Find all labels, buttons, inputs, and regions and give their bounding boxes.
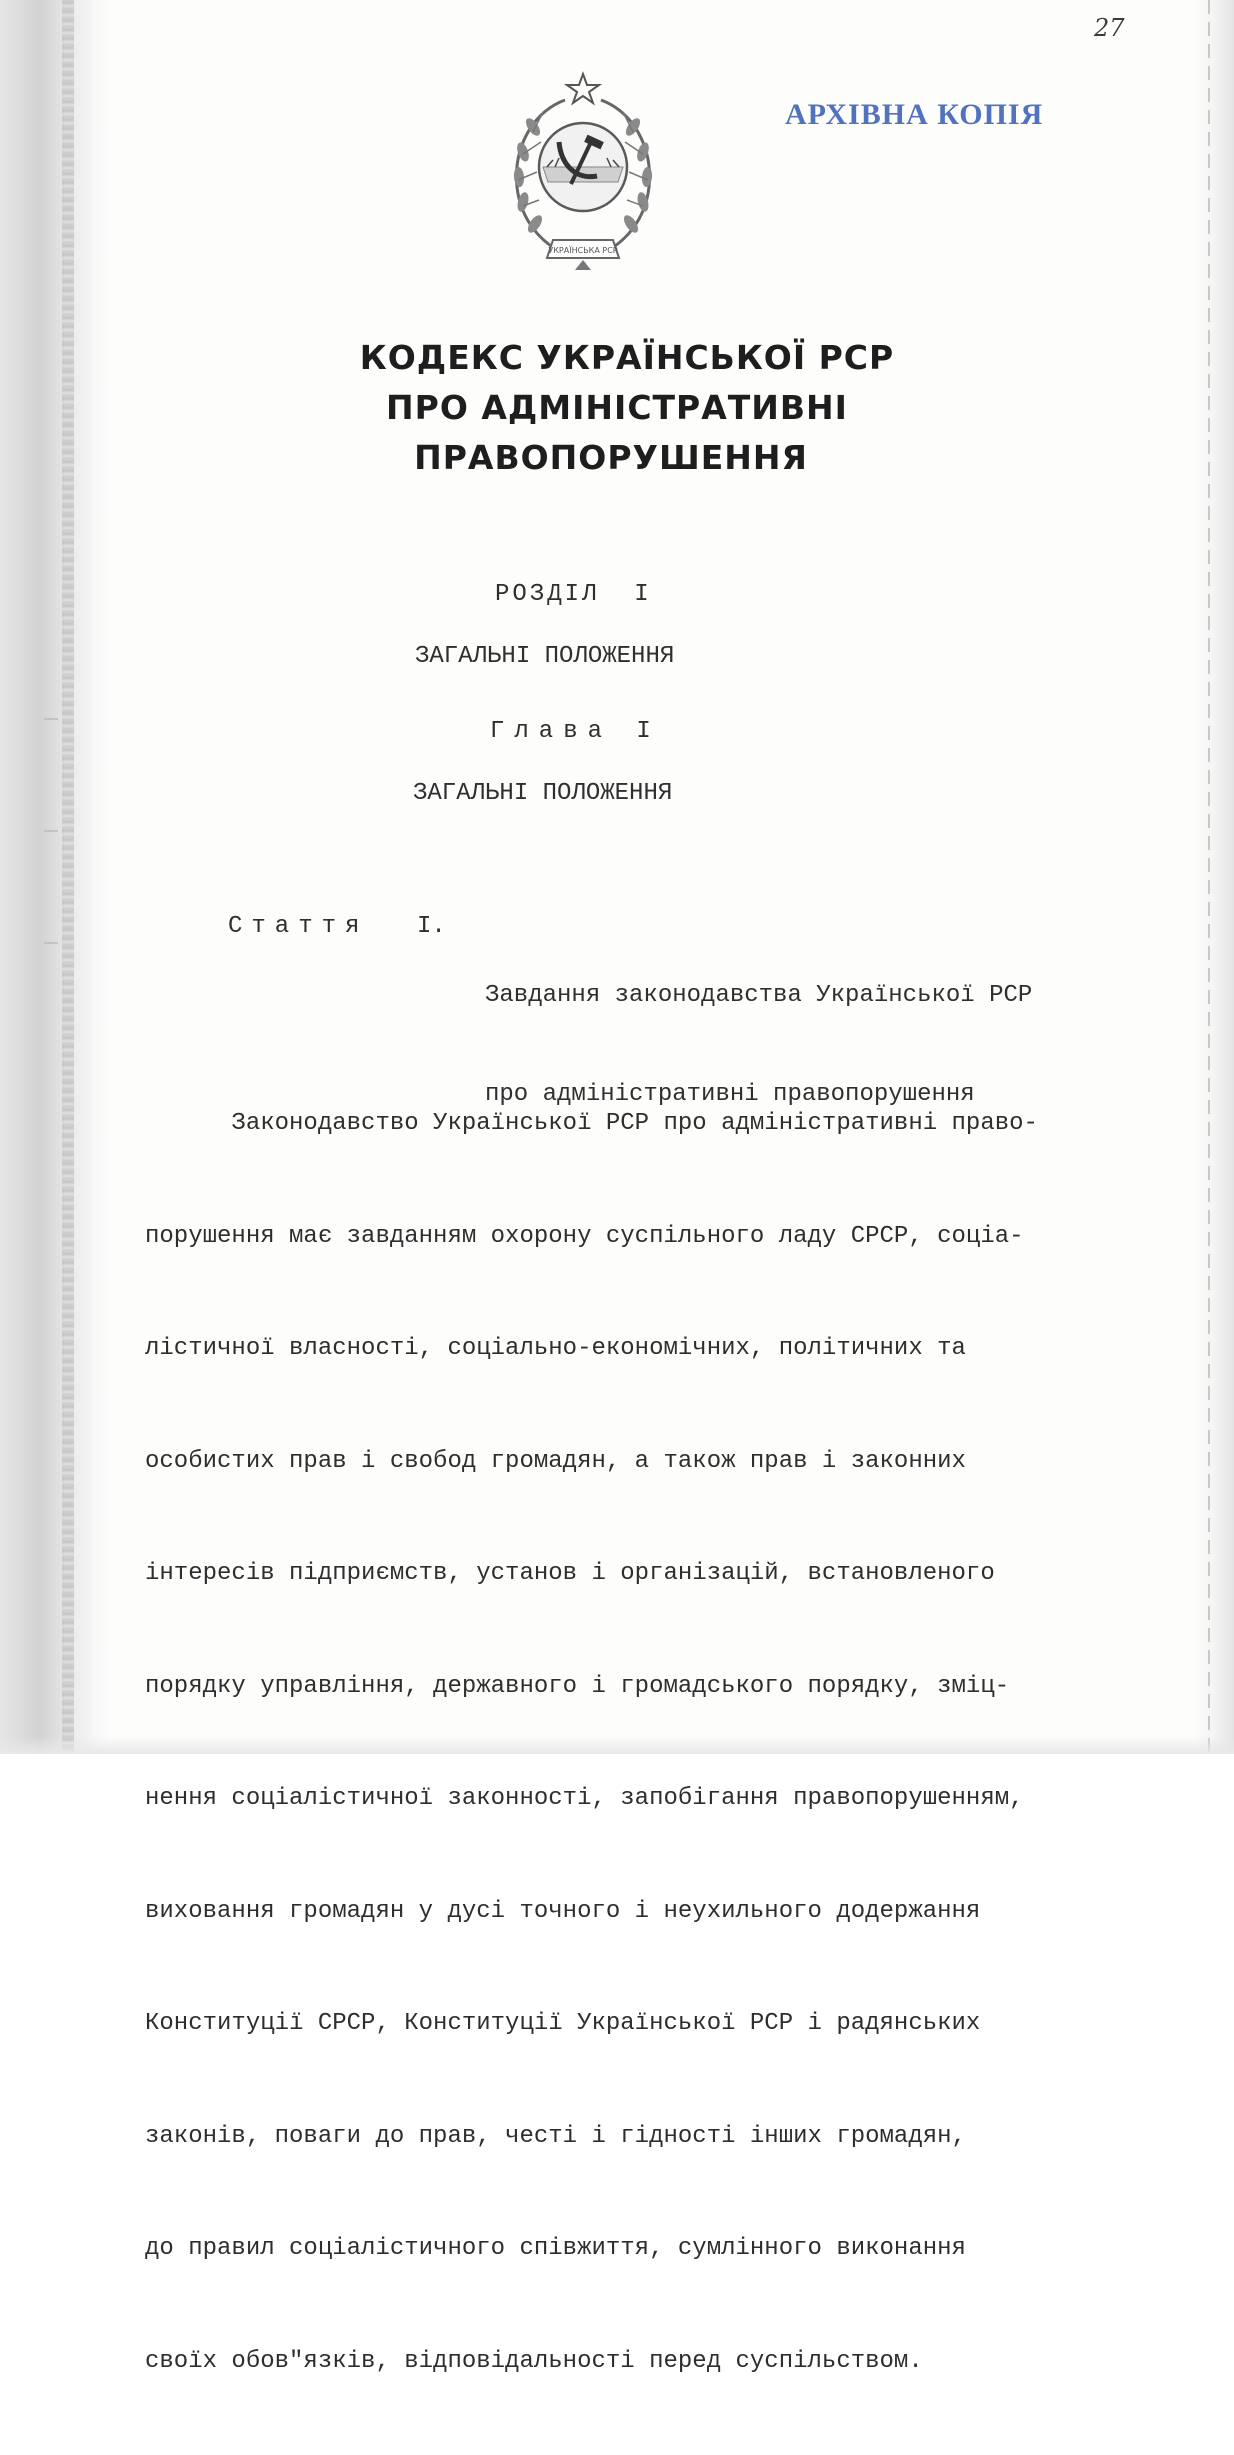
body-line: інтересів підприємств, установ і організацій, встановленого [145, 1560, 995, 1587]
body-line: особистих прав і свобод громадян, а також прав і законних [145, 1447, 966, 1475]
body-line: нення соціалістичної законності, запобігання правопорушенням, [145, 1785, 1024, 1812]
article-heading-line: про адміністративні правопорушення [485, 1081, 975, 1108]
section-title: ЗАГАЛЬНІ ПОЛОЖЕННЯ [415, 643, 675, 670]
body-line: лістичної власності, соціально-економічних, політичних та [145, 1335, 966, 1362]
article-number: I. [417, 913, 446, 940]
body-line: своїх обов"язків, відповідальності перед суспільством. [145, 2347, 923, 2375]
body-line: Законодавство Української РСР про адміністративні право- [145, 1110, 1038, 1137]
margin-mark [44, 942, 58, 954]
chapter-title: ЗАГАЛЬНІ ПОЛОЖЕННЯ [413, 780, 673, 807]
svg-text:УКРАЇНСЬКА РСР: УКРАЇНСЬКА РСР [548, 246, 618, 255]
handwritten-page-number: 27 [1094, 14, 1125, 42]
title-line: ПРО АДМІНІСТРАТИВНІ [386, 388, 848, 427]
ukrainian-ssr-coat-of-arms-icon [503, 72, 663, 272]
scan-left-edge-shadow [0, 0, 110, 1754]
article-label: Стаття [228, 913, 369, 940]
body-line: до правил соціалістичного співжиття, сумлінного виконання [145, 2235, 966, 2262]
article-body [145, 1030, 1105, 2455]
body-line: виховання громадян у дусі точного і неухильного додержання [145, 1897, 981, 1925]
body-line: законів, поваги до прав, честі і гідності інших громадян, [145, 2122, 966, 2150]
document-title [0, 333, 1234, 483]
article-heading-line: Завдання законодавства Української РСР [485, 982, 1033, 1009]
archive-copy-stamp: АРХІВНА КОПІЯ [785, 98, 1044, 131]
scan-right-edge-shadow [1194, 0, 1234, 1754]
title-line: ПРАВОПОРУШЕННЯ [414, 438, 808, 477]
margin-mark [44, 830, 58, 842]
body-line: Конституції СРСР, Конституції Української РСР і радянських [145, 2010, 981, 2037]
section-label: РОЗДІЛ I [495, 581, 652, 608]
body-line: порушення має завданням охорону суспільного ладу СРСР, соціа- [145, 1222, 1024, 1250]
body-line: порядку управління, державного і громадського порядку, зміц- [145, 1672, 1010, 1700]
chapter-label: Глава I [490, 718, 661, 745]
title-line: КОДЕКС УКРАЇНСЬКОЇ РСР [359, 338, 895, 377]
margin-mark [44, 718, 58, 730]
